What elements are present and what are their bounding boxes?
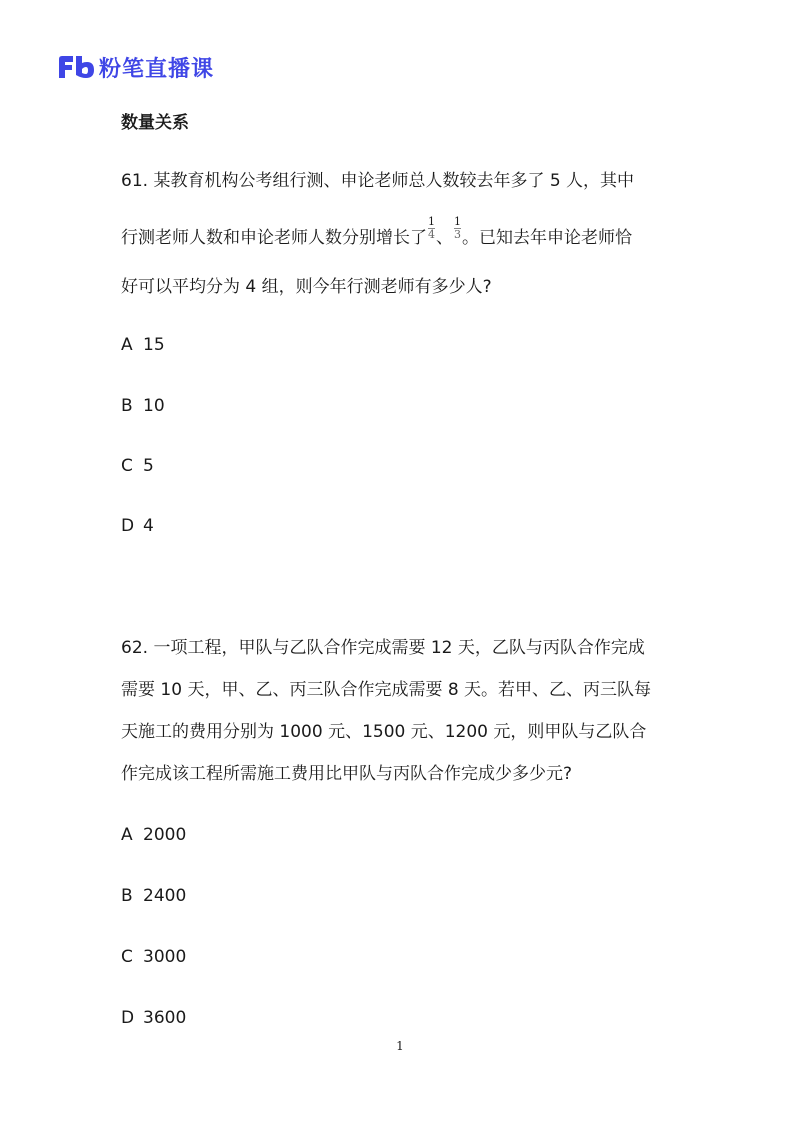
question-61-line-3: 好可以平均分为 4 组，则今年行测老师有多少人? xyxy=(121,277,492,297)
question-62 xyxy=(121,628,691,794)
question-62-line-4: 作完成该工程所需施工费用比甲队与丙队合作完成少多少元? xyxy=(121,764,573,784)
fb-logo-icon xyxy=(57,54,95,80)
question-61-line-1: 61. 某教育机构公考组行测、申论老师总人数较去年多了 5 人，其中 xyxy=(121,171,635,191)
option-62-c[interactable]: C 3000 xyxy=(121,947,187,967)
fraction-one-quarter: $\frac{1}{4}$ xyxy=(428,214,435,241)
question-62-line-3: 天施工的费用分别为 1000 元、1500 元、1200 元，则甲队与乙队合 xyxy=(121,722,647,742)
section-title: 数量关系 xyxy=(121,113,189,133)
question-62-line-2: 需要 10 天，甲、乙、丙三队合作完成需要 8 天。若甲、乙、丙三队每 xyxy=(121,680,652,700)
question-61-separator: 、 xyxy=(436,228,453,248)
question-61-line-2-text: 行测老师人数和申论老师人数分别增长了 xyxy=(121,228,427,248)
page-number: 1 xyxy=(396,1039,404,1053)
option-61-b[interactable]: B 10 xyxy=(121,396,165,416)
question-62-line-1: 62. 一项工程，甲队与乙队合作完成需要 12 天，乙队与丙队合作完成 xyxy=(121,638,645,658)
option-62-d[interactable]: D 3600 xyxy=(121,1008,187,1028)
option-62-b[interactable]: B 2400 xyxy=(121,886,187,906)
option-62-a[interactable]: A 2000 xyxy=(121,825,187,845)
option-61-a[interactable]: A 15 xyxy=(121,335,165,355)
brand-logo xyxy=(57,52,214,82)
brand-name: 粉笔直播课 xyxy=(99,56,215,82)
question-61 xyxy=(121,161,691,307)
question-61-line-2-end: 。已知去年申论老师恰 xyxy=(462,228,632,248)
option-61-c[interactable]: C 5 xyxy=(121,456,154,476)
option-61-d[interactable]: D 4 xyxy=(121,516,154,536)
fraction-one-third: $\frac{1}{3}$ xyxy=(454,214,461,241)
question-61-line-2 xyxy=(121,214,691,258)
